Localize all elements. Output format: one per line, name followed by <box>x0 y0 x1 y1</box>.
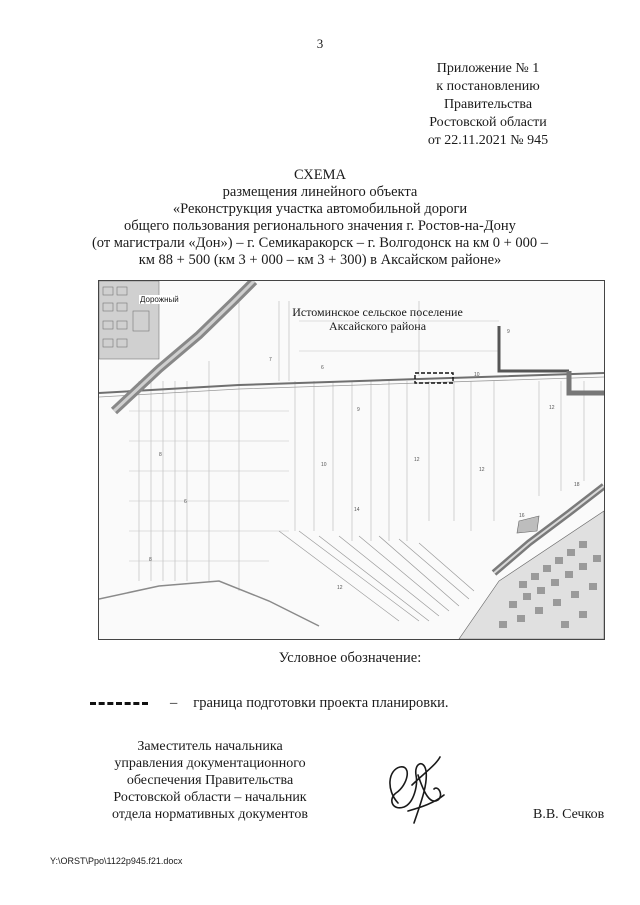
parcel-lines <box>139 301 584 591</box>
cadastral-map <box>98 280 605 640</box>
appendix-line: Правительства <box>443 97 533 112</box>
settlement-upper-left <box>99 281 159 359</box>
parcel-number: 8 <box>149 557 152 563</box>
appendix-line: от 22.11.2021 № 945 <box>427 133 549 148</box>
diagonal-strips <box>279 531 474 621</box>
file-path: Y:\ORST\Ppo\1122p945.f21.docx <box>50 856 183 866</box>
parcel-number: 9 <box>507 329 510 335</box>
handwritten-signature <box>378 745 458 845</box>
scheme-line: км 88 + 500 (км 3 + 000 – км 3 + 300) в Аксайском районе» <box>138 252 502 268</box>
signer-line: обеспечения Правительства <box>126 773 294 788</box>
legend-description: граница подготовки проекта планировки. <box>193 695 449 711</box>
parcel-number: 12 <box>414 457 420 463</box>
parcel-number: 7 <box>269 357 272 363</box>
parcel-number: 6 <box>321 365 324 371</box>
map-drawing <box>99 281 604 639</box>
parcel-number: 14 <box>354 507 360 513</box>
appendix-line: к постановлению <box>436 79 540 94</box>
parcel-number: 6 <box>184 499 187 505</box>
legend-title: Условное обозначение: <box>278 650 422 666</box>
parcel-number: 10 <box>321 462 327 468</box>
scheme-title <box>0 167 640 269</box>
signer-line: Заместитель начальника <box>137 739 283 754</box>
scheme-heading: СХЕМА <box>294 167 346 183</box>
scheme-line: размещения линейного объекта <box>222 184 418 200</box>
signer-title <box>90 738 330 823</box>
legend-item <box>90 695 449 712</box>
appendix-line: Ростовской области <box>429 115 547 130</box>
parcel-number: 10 <box>474 372 480 378</box>
settlement-label <box>270 305 485 333</box>
settlement-lower-right <box>459 486 604 639</box>
parcel-number: 8 <box>159 452 162 458</box>
parcel-number: 12 <box>479 467 485 473</box>
dashed-line-symbol <box>90 702 148 705</box>
appendix-line: Приложение № 1 <box>436 61 540 76</box>
settlement-line: Истоминское сельское поселение <box>292 305 463 319</box>
parcel-number: 16 <box>519 513 525 519</box>
scheme-line: «Реконструкция участка автомобильной дороги <box>172 201 468 217</box>
parcel-number: 9 <box>357 407 360 413</box>
lower-road <box>99 581 319 626</box>
signer-line: Ростовской области – начальник <box>113 790 307 805</box>
scheme-line: общего пользования регионального значения г. Ростов-на-Дону <box>124 218 516 234</box>
settlement-line: Аксайского района <box>328 319 427 333</box>
parcel-number: 12 <box>549 405 555 411</box>
parcel-number: 18 <box>574 482 580 488</box>
appendix-block <box>398 60 578 150</box>
street-label: Дорожный <box>140 295 179 304</box>
signer-line: отдела нормативных документов <box>112 807 308 822</box>
parcel-number: 12 <box>337 585 343 591</box>
signer-name: В.В. Сечков <box>533 807 605 822</box>
page-number: 3 <box>316 36 324 51</box>
legend-separator: – <box>170 695 178 711</box>
scheme-line: (от магистрали «Дон») – г. Семикаракорск – г. Волгодонск на км 0 + 000 – <box>91 235 549 251</box>
signer-line: управления документационного <box>114 756 306 771</box>
